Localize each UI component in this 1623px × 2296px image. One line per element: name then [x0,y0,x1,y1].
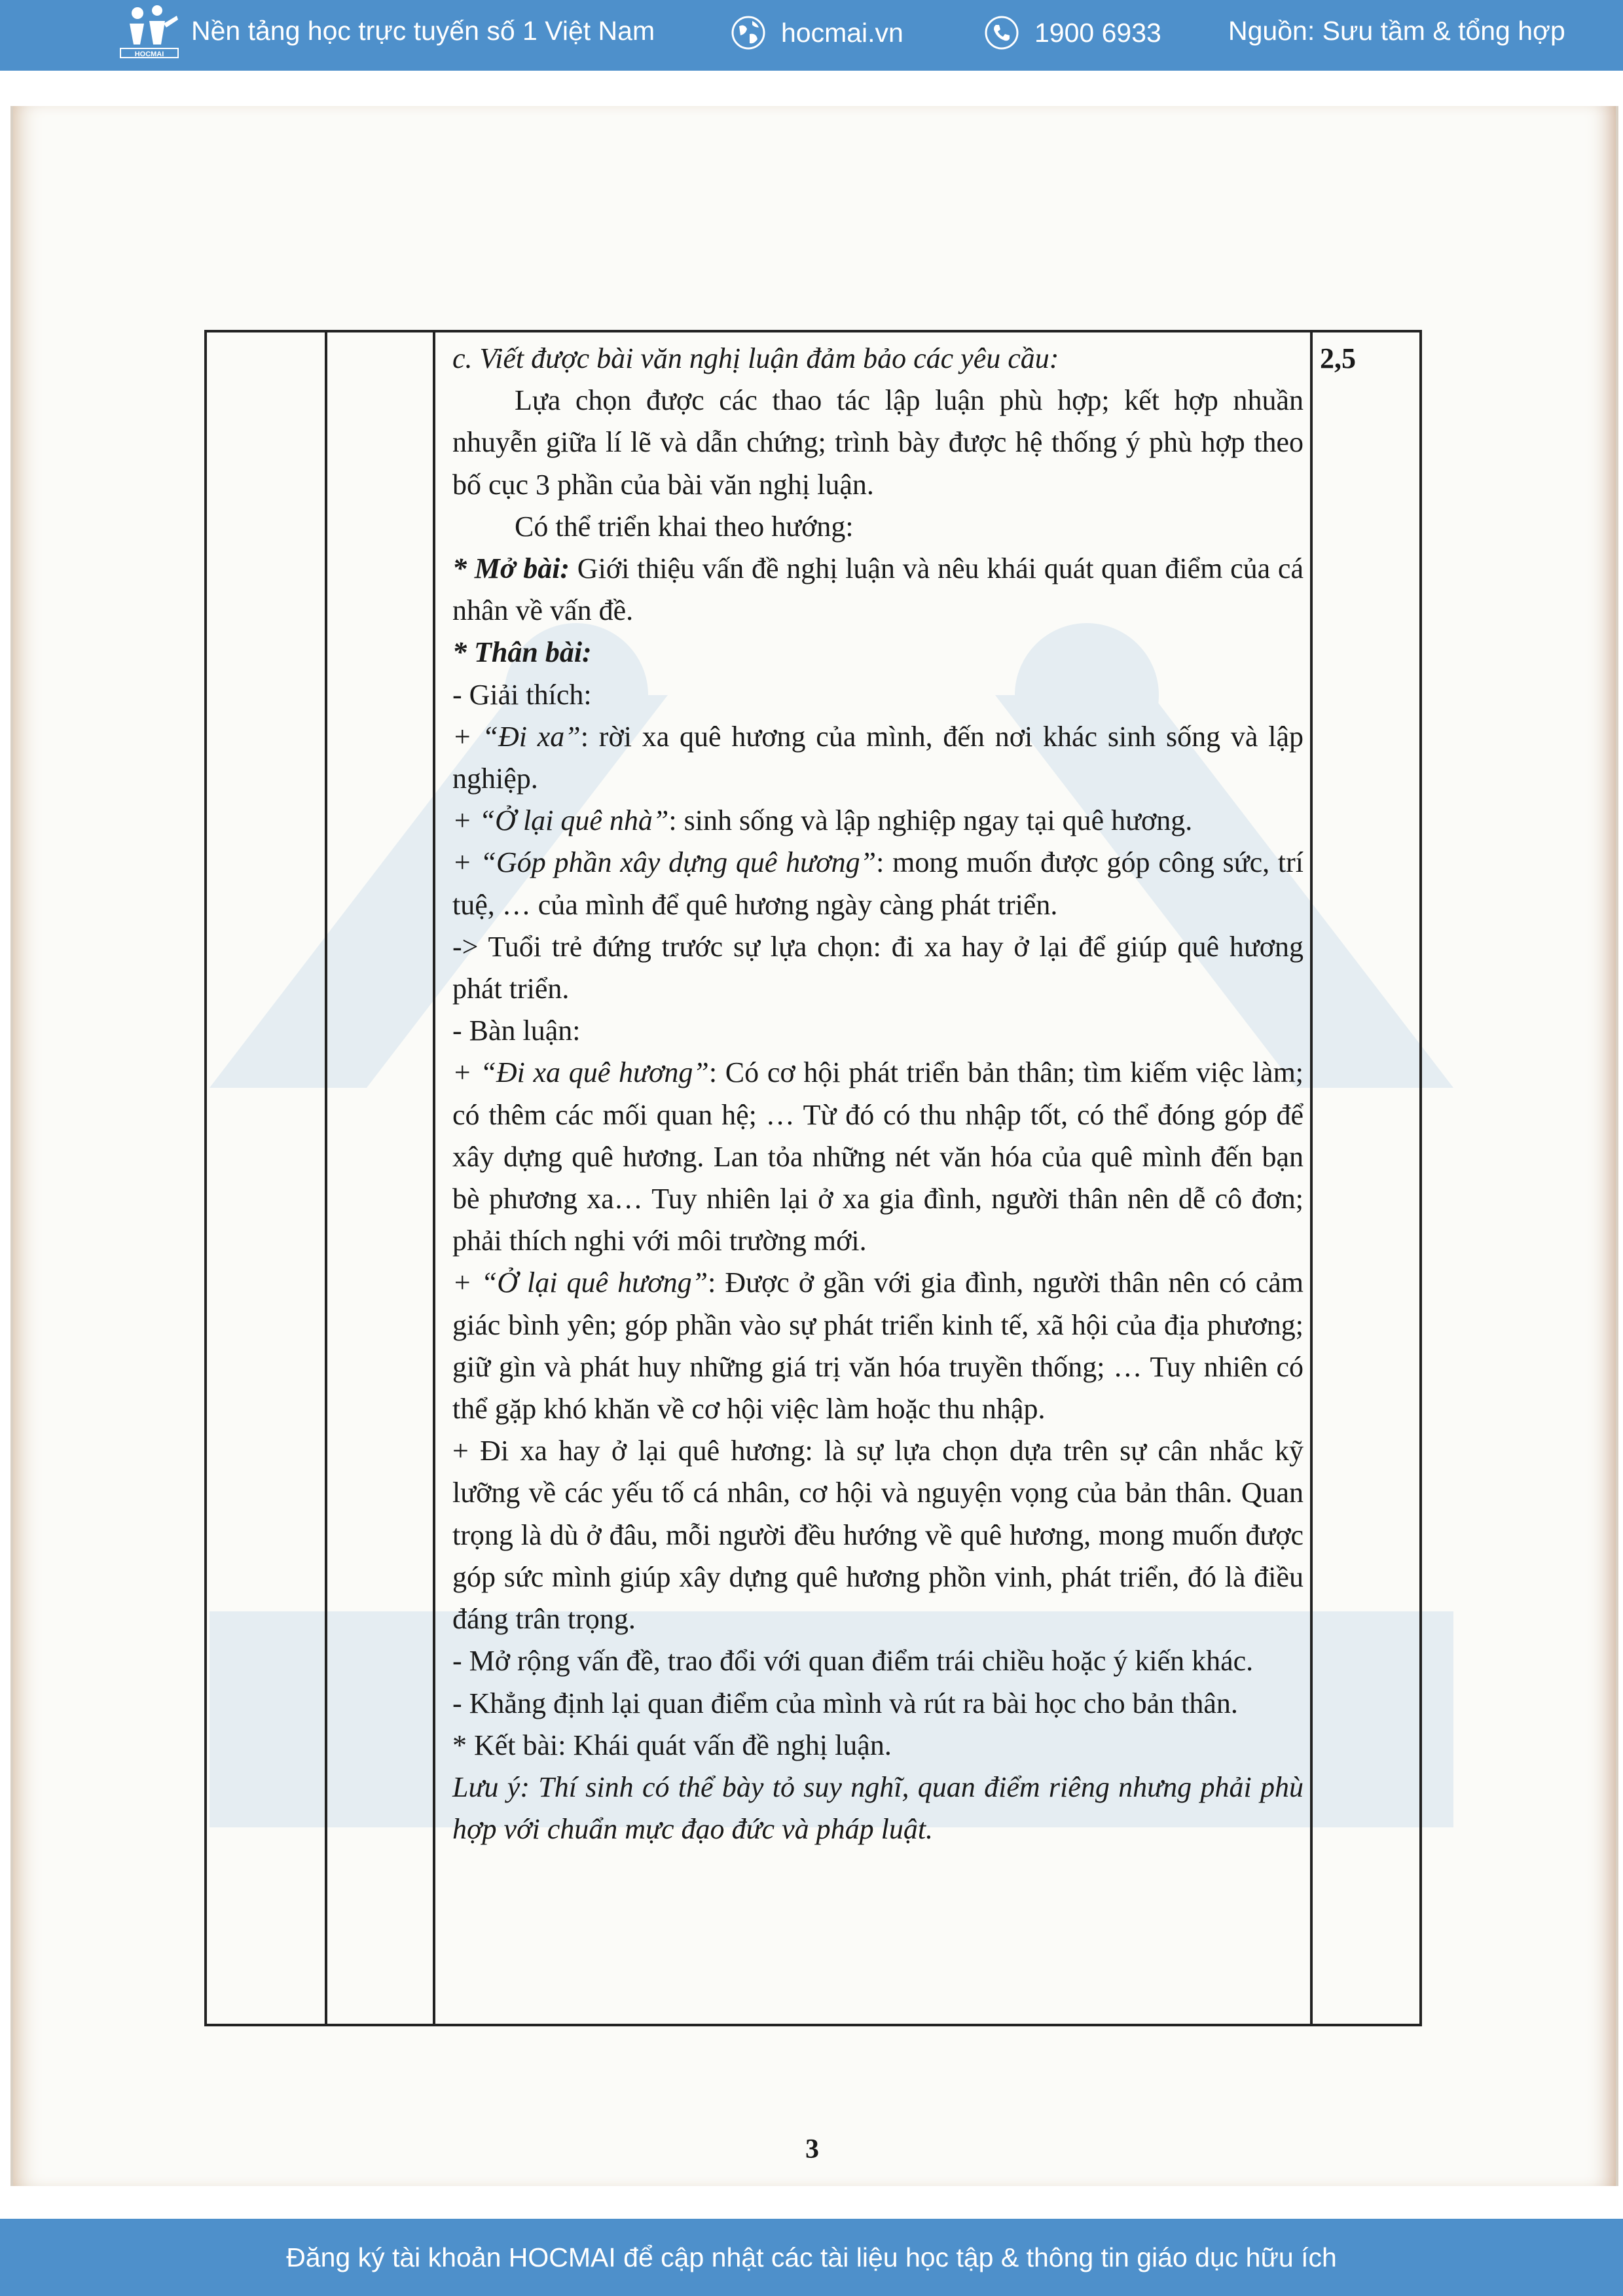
section-heading: c. Viết được bài văn nghị luận đảm bảo các yêu cầu: [452,342,1059,374]
score-table [204,330,1422,2026]
di-xa-definition: : rời xa quê hương của mình, đến nơi khác sinh sống và lập nghiệp. [452,720,1304,795]
gop-phan-term: + “Góp phần xây dựng quê hương” [452,846,877,879]
lua-chon-paragraph: + Đi xa hay ở lại quê hương: là sự lựa chọn dựa trên sự cân nhắc kỹ lưỡng về các yếu tố cá nhân, cơ hội và nguyện vọng của bản thân. Quan trọng là dù ở đâu, mỗi người đều hướng về quê hương, mong muốn được góp sức mình giúp xây dựng quê hương phồn vinh, phát triển, đó là điều đáng trân trọng. [452,1435,1304,1636]
footer-text: Đăng ký tài khoản HOCMAI để cập nhật các tài liệu học tập & thông tin giáo dục hữu ích [286,2242,1337,2272]
svg-text:HOCMAI: HOCMAI [134,50,164,58]
tuoi-tre-line: -> Tuổi trẻ đứng trước sự lựa chọn: đi xa hay ở lại để giúp quê hương phát triển. [452,930,1304,1005]
ket-bai-line: * Kết bài: Khái quát vấn đề nghị luận. [452,1729,892,1761]
o-lai-que-huong-paragraph [452,1262,1304,1430]
mo-bai-text: Giới thiệu vấn đề nghị luận và nêu khái quát quan điểm của cá nhân về vấn đề. [452,552,1304,627]
score-value: 2,5 [1320,342,1356,374]
answer-content [452,332,1304,1850]
table-column-divider [325,332,327,2024]
mo-bai-label: * Mở bài: [452,552,570,585]
table-column-divider [1310,332,1313,2024]
website-link[interactable] [730,14,903,51]
o-lai-term: + “Ở lại quê nhà” [452,804,669,837]
o-lai-que-huong-text: : Được ở gần với gia đình, người thân nên có cảm giác bình yên; góp phần vào sự phát triển kinh tế, xã hội của địa phương; giữ gìn và phát huy những giá trị văn hóa truyền thống; … Tuy nhiên có thể gặp khó khăn về cơ hội việc làm hoặc thu nhập. [452,1266,1304,1426]
hocmai-logo-icon[interactable] [118,4,181,62]
globe-icon [730,14,767,51]
o-lai-que-huong-term: + “Ở lại quê hương” [452,1266,708,1299]
phone-icon [983,14,1020,51]
phone-number: 1900 6933 [1034,17,1161,48]
approach-line: Có thể triển khai theo hướng: [515,510,854,543]
o-lai-paragraph [452,800,1304,842]
khang-dinh-line: - Khẳng định lại quan điểm của mình và rút ra bài học cho bản thân. [452,1687,1238,1719]
gop-phan-definition: : mong muốn được góp công sức, trí tuệ, … của mình để quê hương ngày càng phát triển. [452,846,1304,921]
ban-luan-label: - Bàn luận: [452,1014,581,1047]
footer-bar[interactable] [0,2219,1623,2296]
page-number: 3 [805,2134,819,2164]
table-column-divider [433,332,435,2024]
di-xa-term: + “Đi xa” [452,720,581,753]
source-note: Nguồn: Sưu tầm & tổng hợp [1228,16,1565,46]
website-text: hocmai.vn [781,17,903,48]
di-xa-paragraph [452,716,1304,800]
phone-link[interactable] [983,14,1161,51]
scanned-page [10,106,1618,2186]
than-bai-label: * Thân bài: [452,636,592,669]
di-xa-que-huong-term: + “Đi xa quê hương” [452,1056,709,1089]
tagline: Nền tảng học trực tuyến số 1 Việt Nam [191,16,655,46]
gop-phan-paragraph [452,842,1304,925]
giai-thich-label: - Giải thích: [452,678,592,711]
top-header-bar [0,0,1623,71]
di-xa-que-huong-text: : Có cơ hội phát triển bản thân; tìm kiếm việc làm; có thêm các mối quan hệ; … Từ đó có thu nhập tốt, có thể đóng góp để xây dựng quê hương. Lan tỏa những nét văn hóa của quê mình đến bạn bè phương xa… Tuy nhiên lại ở xa gia đình, người thân nên dễ cô đơn; phải thích nghi với môi trường mới. [452,1056,1304,1257]
di-xa-que-huong-paragraph [452,1052,1304,1262]
mo-bai-paragraph [452,548,1304,632]
intro-paragraph: Lựa chọn được các thao tác lập luận phù hợp; kết hợp nhuần nhuyễn giữa lí lẽ và dẫn chứng; trình bày được hệ thống ý phù hợp theo bố cục 3 phần của bài văn nghị luận. [452,384,1304,501]
o-lai-definition: : sinh sống và lập nghiệp ngay tại quê hương. [668,804,1193,837]
mo-rong-line: - Mở rộng vấn đề, trao đổi với quan điểm trái chiều hoặc ý kiến khác. [452,1645,1254,1677]
luu-y-note: Lưu ý: Thí sinh có thể bày tỏ suy nghĩ, quan điểm riêng nhưng phải phù hợp với chuẩn mực đạo đức và pháp luật. [452,1770,1304,1846]
